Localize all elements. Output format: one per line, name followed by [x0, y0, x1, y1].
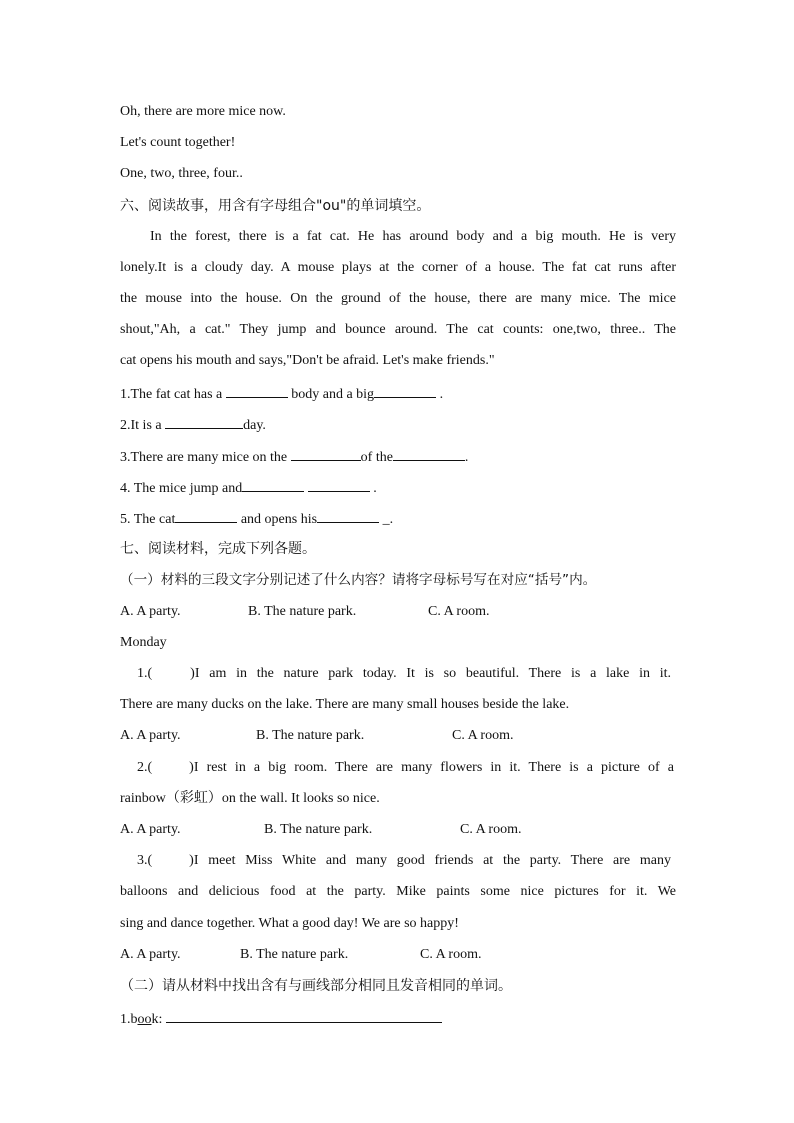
paragraph-1-line: There are many ducks on the lake. There are many small houses beside the lake.: [120, 697, 570, 712]
story-line: shout,"Ah, a cat." They jump and bounce around. The cat counts: one,two, three.. The: [120, 322, 676, 337]
question-1: [120, 383, 676, 405]
underlined-letters: oo: [137, 1012, 152, 1027]
paragraph-text: )I rest in a big room. There are many flowers in it. There is a picture of a: [189, 760, 674, 775]
question-text: 3.There are many mice on the: [120, 450, 288, 465]
answer-blank[interactable]: [175, 508, 237, 523]
text-line: Let's count together!: [120, 135, 236, 150]
option-a: A. A party.: [120, 728, 181, 743]
question-text: .: [373, 481, 377, 496]
paragraph-3-line: sing and dance together. What a good day! We are so happy!: [120, 916, 459, 931]
question-3: [120, 446, 676, 468]
paren-open: 3.(: [137, 853, 153, 868]
answer-blank[interactable]: [242, 477, 304, 492]
text-line: Oh, there are more mice now.: [120, 104, 286, 119]
paragraph-3-line: balloons and delicious food at the party. Mike paints some nice pictures for it. We: [120, 884, 676, 899]
answer-blank[interactable]: [308, 477, 370, 492]
question-text: day.: [243, 418, 266, 433]
answer-blank[interactable]: [226, 383, 288, 398]
part-1-heading: （一）材料的三段文字分别记述了什么内容？请将字母标号写在对应“括号”内。: [120, 572, 597, 588]
answer-blank[interactable]: [165, 414, 243, 429]
option-a: A. A party.: [120, 604, 181, 619]
question-text: .: [439, 387, 444, 402]
option-a: A. A party.: [120, 947, 181, 962]
question-text: k:: [151, 1012, 163, 1027]
section-6-heading: 六、阅读故事，用含有字母组合"ou"的单词填空。: [120, 198, 431, 214]
option-c: C. A room.: [460, 822, 522, 837]
option-a: A. A party.: [120, 822, 181, 837]
question-text: body and a big: [291, 387, 375, 402]
part-2-heading: （二）请从材料中找出含有与画线部分相同且发音相同的单词。: [120, 978, 512, 994]
paragraph-text: )I am in the nature park today. It is so beautiful. There is a lake in it.: [190, 666, 671, 681]
question-2: [120, 414, 676, 436]
answer-paren[interactable]: [152, 851, 189, 871]
paragraph-2-line: [137, 758, 674, 778]
answer-blank[interactable]: [166, 1008, 442, 1023]
answer-blank[interactable]: [374, 383, 436, 398]
story-line: In the forest, there is a fat cat. He has around body and a big mouth. He is very: [150, 229, 676, 244]
paren-open: 1.(: [137, 666, 153, 681]
answer-blank[interactable]: [393, 446, 465, 461]
day-label: Monday: [120, 635, 167, 650]
paragraph-3-line: [137, 851, 671, 871]
question-text: 5. The cat: [120, 512, 176, 527]
option-c: C. A room.: [452, 728, 514, 743]
option-c: C. A room.: [420, 947, 482, 962]
paragraph-text: )I meet Miss White and many good friends at the party. There are many: [189, 853, 671, 868]
story-line: lonely.It is a cloudy day. A mouse plays at the corner of a house. The fat cat runs after: [120, 260, 676, 275]
answer-blank[interactable]: [317, 508, 379, 523]
question-text: _.: [382, 512, 394, 527]
question-text: 1.The fat cat has a: [120, 387, 223, 402]
paragraph-1-line: [137, 664, 671, 684]
story-line: the mouse into the house. On the ground of the house, there are many mice. The mice: [120, 291, 676, 306]
option-c: C. A room.: [428, 604, 490, 619]
question-text: and opens his: [240, 512, 318, 527]
question-text: 2.It is a: [120, 418, 162, 433]
answer-paren[interactable]: [152, 758, 189, 778]
option-b: B. The nature park.: [264, 822, 373, 837]
answer-paren[interactable]: [152, 664, 190, 684]
question-book: [120, 1008, 676, 1030]
option-b: B. The nature park.: [240, 947, 349, 962]
option-b: B. The nature park.: [248, 604, 357, 619]
question-4: [120, 477, 676, 499]
answer-blank[interactable]: [291, 446, 361, 461]
option-b: B. The nature park.: [256, 728, 365, 743]
question-5: [120, 508, 676, 530]
story-line: cat opens his mouth and says,"Don't be afraid. Let's make friends.": [120, 353, 495, 368]
question-text: .: [464, 450, 469, 465]
question-text: 1.b: [120, 1012, 138, 1027]
question-text: 4. The mice jump and: [120, 481, 243, 496]
question-text: of the: [360, 450, 393, 465]
paragraph-2-line: rainbow（彩虹）on the wall. It looks so nice.: [120, 791, 380, 806]
paren-open: 2.(: [137, 760, 153, 775]
text-line: One, two, three, four..: [120, 166, 243, 181]
section-7-heading: 七、阅读材料，完成下列各题。: [120, 541, 316, 557]
